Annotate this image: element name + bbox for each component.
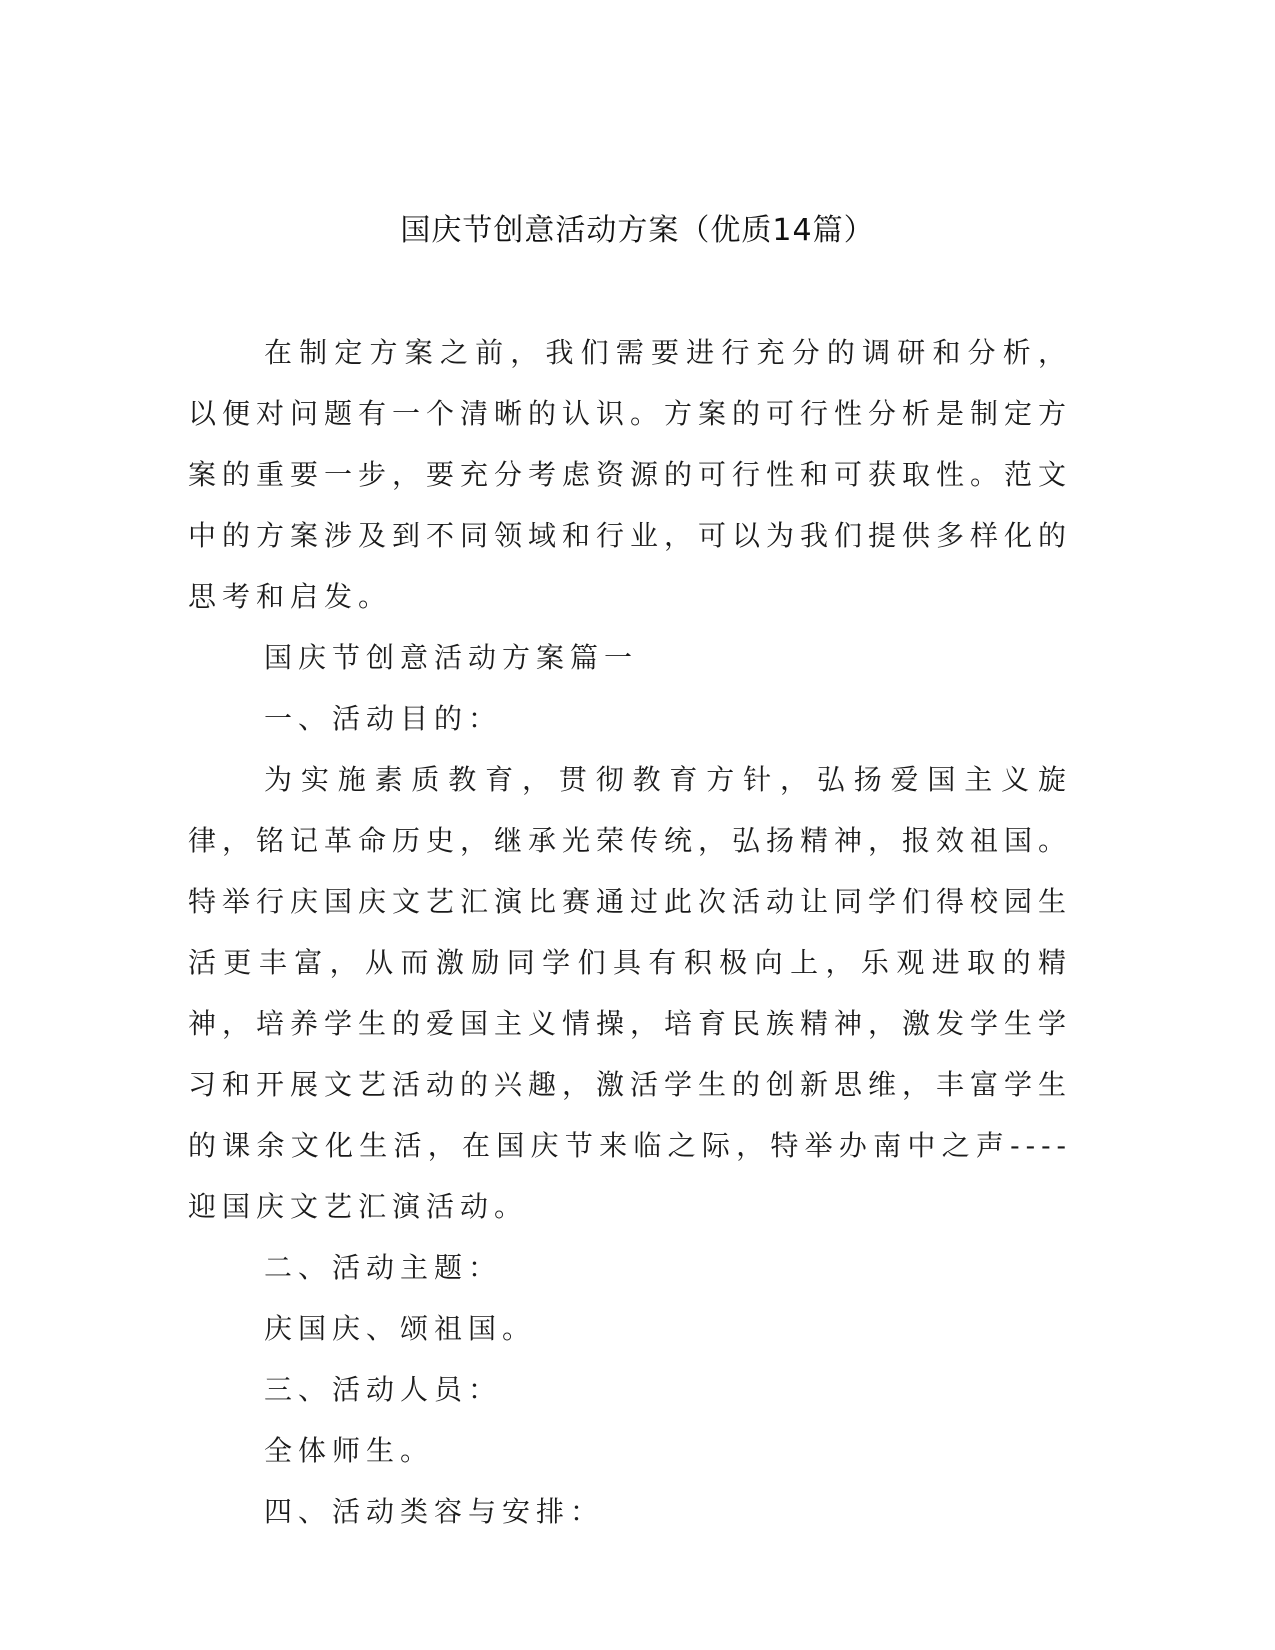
theme-paragraph: 庆国庆、颂祖国。 — [264, 1312, 537, 1345]
people-heading: 三、活动人员： — [264, 1373, 503, 1406]
purpose-paragraph: 为实施素质教育，贯彻教育方针，弘扬爱国主义旋律，铭记革命历史，继承光荣传统，弘扬精神，报效祖国。特举行庆国庆文艺汇演比赛通过此次活动让同学们得校园生活更丰富，从而激励同学们具有积极向上，乐观进取的精神，培养学生的爱国主义情操，培育民族精神，激发学生学习和开展文艺活动的兴趣，激活学生的创新思维，丰富学生的课余文化生活，在国庆节来临之际，特举办南中之声----迎国庆文艺汇演活动。 — [188, 763, 1073, 1223]
section-title: 国庆节创意活动方案篇一 — [264, 641, 639, 674]
document-title: 国庆节创意活动方案（优质14篇） — [400, 213, 875, 248]
purpose-heading: 一、活动目的： — [264, 702, 503, 735]
theme-heading: 二、活动主题： — [264, 1251, 503, 1284]
intro-paragraph: 在制定方案之前，我们需要进行充分的调研和分析，以便对问题有一个清晰的认识。方案的可行性分析是制定方案的重要一步，要充分考虑资源的可行性和可获取性。范文中的方案涉及到不同领域和行业，可以为我们提供多样化的思考和启发。 — [188, 336, 1073, 613]
people-paragraph: 全体师生。 — [264, 1434, 435, 1467]
content-heading: 四、活动类容与安排： — [264, 1495, 605, 1528]
document-body — [188, 322, 1072, 1542]
